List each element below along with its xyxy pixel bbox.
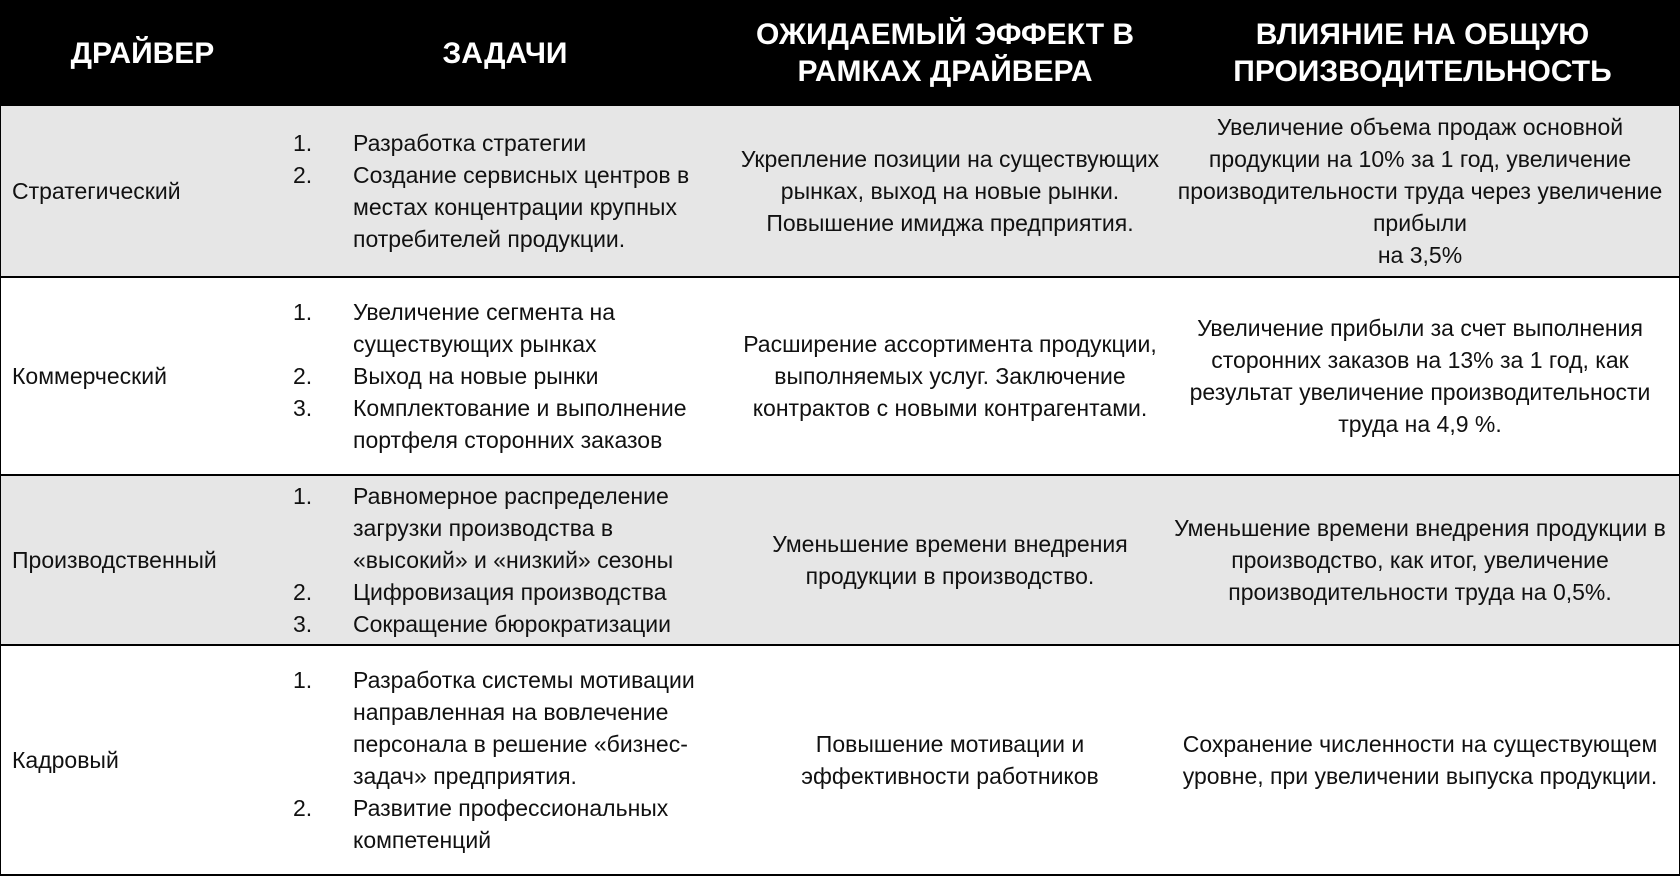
table-row bbox=[0, 106, 1680, 278]
tasks-list bbox=[290, 127, 730, 255]
header-tasks: ЗАДАЧИ bbox=[442, 36, 568, 70]
task-item bbox=[290, 480, 730, 576]
task-text: Разработка стратегии bbox=[353, 130, 587, 156]
tasks-cell bbox=[290, 476, 730, 644]
tasks-list bbox=[290, 480, 730, 640]
task-text: Равномерное распределение загрузки производства в «высокий» и «низкий» сезоны bbox=[353, 483, 674, 573]
task-text: Сокращение бюрократизации bbox=[353, 611, 671, 637]
overall-impact: Увеличение прибыли за счет выполнения сторонних заказов на 13% за 1 год, как результат увеличение производительности труда на 4,9 %. bbox=[1189, 315, 1651, 437]
task-number: 2. bbox=[293, 795, 313, 821]
tasks-list bbox=[290, 296, 730, 456]
task-item bbox=[290, 792, 730, 856]
expected-effect: Уменьшение времени внедрения продукции в производство. bbox=[772, 531, 1128, 589]
header-driver: ДРАЙВЕР bbox=[70, 36, 215, 70]
task-number: 3. bbox=[293, 611, 313, 637]
driver-name: Кадровый bbox=[12, 747, 119, 773]
task-text: Разработка системы мотивации направленная на вовлечение персонала в решение «бизнес-задач» предприятия. bbox=[353, 667, 695, 789]
driver-name: Производственный bbox=[12, 547, 217, 573]
task-number: 3. bbox=[293, 395, 313, 421]
task-number: 2. bbox=[293, 162, 313, 188]
task-number: 1. bbox=[293, 483, 313, 509]
task-item bbox=[290, 392, 730, 456]
expected-effect: Расширение ассортимента продукции, выполняемых услуг. Заключение контрактов с новыми контрагентами. bbox=[743, 331, 1157, 421]
task-text: Увеличение сегмента на существующих рынках bbox=[353, 299, 616, 357]
table-header bbox=[0, 0, 1680, 106]
table-row bbox=[0, 646, 1680, 876]
header-expected-effect: ОЖИДАЕМЫЙ ЭФФЕКТ В РАМКАХ ДРАЙВЕРА bbox=[755, 18, 1135, 88]
driver-name: Коммерческий bbox=[12, 363, 167, 389]
task-text: Комплектование и выполнение портфеля сторонних заказов bbox=[353, 395, 687, 453]
task-item bbox=[290, 608, 730, 640]
task-item bbox=[290, 664, 730, 792]
task-item bbox=[290, 159, 730, 255]
task-item bbox=[290, 360, 730, 392]
tasks-cell bbox=[290, 278, 730, 474]
task-text: Развитие профессиональных компетенций bbox=[353, 795, 669, 853]
task-text: Выход на новые рынки bbox=[353, 363, 599, 389]
task-item bbox=[290, 296, 730, 360]
task-number: 1. bbox=[293, 130, 313, 156]
task-item bbox=[290, 127, 730, 159]
task-text: Цифровизация производства bbox=[353, 579, 667, 605]
task-number: 1. bbox=[293, 667, 313, 693]
expected-effect: Укрепление позиции на существующих рынках, выход на новые рынки. Повышение имиджа предприятия. bbox=[740, 146, 1160, 236]
header-overall-impact: ВЛИЯНИЕ НА ОБЩУЮ ПРОИЗВОДИТЕЛЬНОСТЬ bbox=[1233, 18, 1612, 88]
table-row bbox=[0, 278, 1680, 476]
driver-name: Стратегический bbox=[12, 178, 181, 204]
tasks-cell bbox=[290, 106, 730, 276]
task-item bbox=[290, 576, 730, 608]
task-text: Создание сервисных центров в местах концентрации крупных потребителей продукции. bbox=[353, 162, 690, 252]
expected-effect: Повышение мотивации и эффективности работников bbox=[801, 731, 1099, 789]
overall-impact: Уменьшение времени внедрения продукции в производство, как итог, увеличение производительности труда на 0,5%. bbox=[1174, 515, 1666, 605]
table-row bbox=[0, 476, 1680, 646]
tasks-list bbox=[290, 664, 730, 856]
overall-impact: Сохранение численности на существующем уровне, при увеличении выпуска продукции. bbox=[1182, 731, 1658, 789]
task-number: 2. bbox=[293, 363, 313, 389]
overall-impact: Увеличение объема продаж основной продукции на 10% за 1 год, увеличение производительности труда через увеличение прибыли на 3,5% bbox=[1177, 114, 1663, 268]
task-number: 2. bbox=[293, 579, 313, 605]
task-number: 1. bbox=[293, 299, 313, 325]
tasks-cell bbox=[290, 646, 730, 874]
